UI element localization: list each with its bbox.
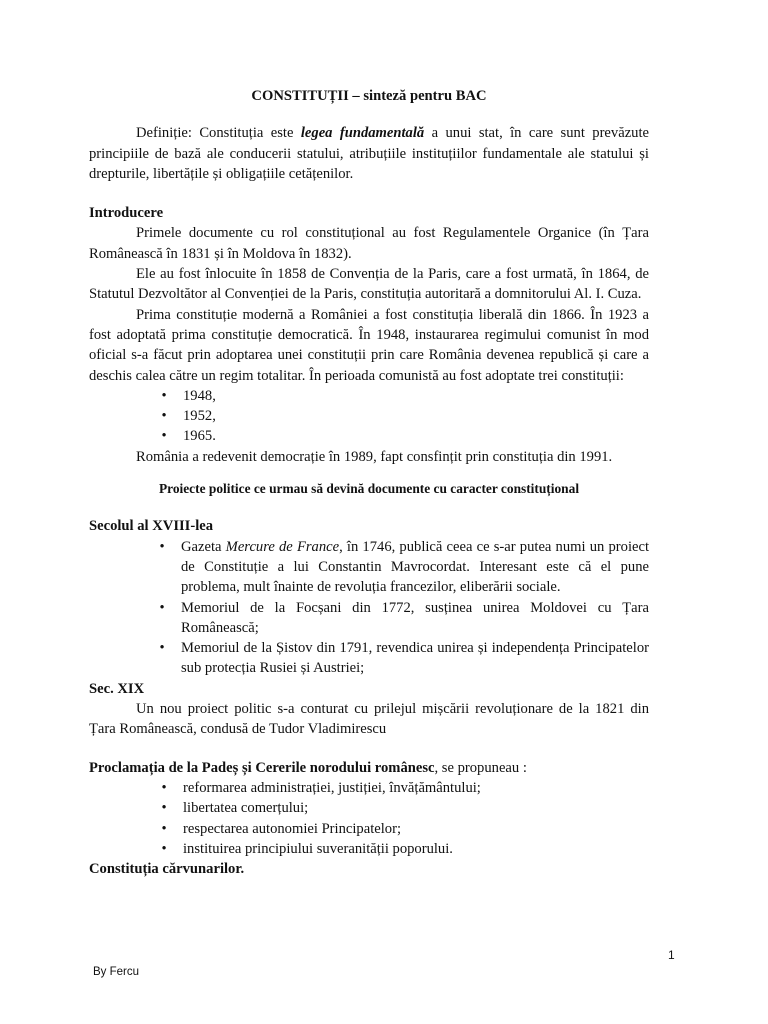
bullet-icon: • <box>161 779 167 796</box>
list-item: • respectarea autonomiei Principatelor; <box>159 819 649 839</box>
intro-paragraph-4: România a redevenit democrație în 1989, fapt consfințit prin constituția din 1991. <box>136 448 613 465</box>
bullet-icon: • <box>159 599 165 616</box>
proiecte-subtitle: Proiecte politice ce urmau să devină documente cu caracter constituțional <box>158 481 580 497</box>
definition-emphasis: legea fundamentală <box>300 125 425 142</box>
bullet-icon: • <box>161 387 167 404</box>
list-item: • Memoriul de la Șistov din 1791, revendica unirea și independența Principatelor sub protecția Rusiei și Austriei; <box>157 638 649 679</box>
proclamatia-paragraph: Proclamația de la Padeș și Cererile norodului românesc, se propuneau : <box>89 759 527 776</box>
intro-paragraph-2: Ele au fost înlocuite în 1858 de Convenția de la Paris, care a fost urmată, în 1864, de Statutul Dezvoltător al Convenției de la Paris, constituția autoritară a domnitorului Al. I. Cuza. <box>89 266 649 303</box>
section-heading-secolul-18: Secolul al XVIII-lea <box>89 518 214 535</box>
list-item: • reformarea administrației, justiției, învățământului; <box>159 778 649 798</box>
bullet-icon: • <box>161 820 167 837</box>
page-number: 1 <box>668 948 675 962</box>
list-item: • 1965. <box>159 426 459 446</box>
bullet-icon: • <box>161 428 167 445</box>
bullet-icon: • <box>159 640 165 657</box>
definition-paragraph <box>89 123 649 184</box>
bullet-icon: • <box>161 408 167 425</box>
constitution-years-list <box>159 386 459 447</box>
definition-lead: Definiție: Constituția este <box>136 125 301 142</box>
carvunari-heading: Constituția cărvunarilor. <box>89 861 245 878</box>
list-item: • instituirea principiului suveranității poporului. <box>159 839 649 859</box>
page-title: CONSTITUȚII – sinteză pentru BAC <box>251 88 487 104</box>
section-heading-sec-19: Sec. XIX <box>89 680 145 697</box>
secolul-18-list <box>157 537 649 679</box>
intro-paragraph-1: Primele documente cu rol constituțional au fost Regulamentele Organice (în Țara Românească în 1831 și în Moldova în 1832). <box>89 225 649 262</box>
mercure-title: Mercure de France <box>225 538 340 555</box>
document-body <box>89 86 649 879</box>
intro-paragraph-3: Prima constituție modernă a României a fost constituția liberală din 1866. În 1923 a fost adoptată prima constituție democratică. În 1948, instaurarea regimului comunist în mod oficial s-a făcut prin adoptarea unei constituții prin care România devenea republică și care a deschis calea către un regim totalitar. În perioada comunistă au fost adoptate trei constituții: <box>89 306 649 384</box>
list-item: • Memoriul de la Focșani din 1772, susținea unirea Moldovei cu Țara Românească; <box>157 598 649 639</box>
footer-author: By Fercu <box>93 966 140 978</box>
sec19-paragraph: Un nou proiect politic s-a conturat cu prilejul mișcării revoluționare de la 1821 din Țara Românească, condusă de Tudor Vladimirescu <box>89 701 649 738</box>
definition-rest: a unui stat, în care sunt prevăzute principiile de bază ale conducerii statului, atribuțiile instituțiilor fundamentale ale statului și drepturile, libertățile și obligațiile cetățenilor. <box>89 125 649 182</box>
bullet-icon: • <box>161 800 167 817</box>
list-item: • 1948, <box>159 386 459 406</box>
proclamatia-list <box>159 778 649 859</box>
list-item: • 1952, <box>159 406 459 426</box>
proclamatia-title: Proclamația de la Padeș și Cererile norodului românesc <box>89 759 435 776</box>
list-item: • Gazeta Mercure de France, în 1746, publică ceea ce s-ar putea numi un proiect de Constituție a lui Constantin Mavrocordat. Interesant este că el pune problema, mult înainte de revoluția francezilor, eliberării sociale. <box>157 537 649 598</box>
bullet-icon: • <box>159 538 165 555</box>
bullet-icon: • <box>161 840 167 857</box>
section-heading-introducere: Introducere <box>89 205 164 222</box>
list-item: • libertatea comerțului; <box>159 798 649 818</box>
